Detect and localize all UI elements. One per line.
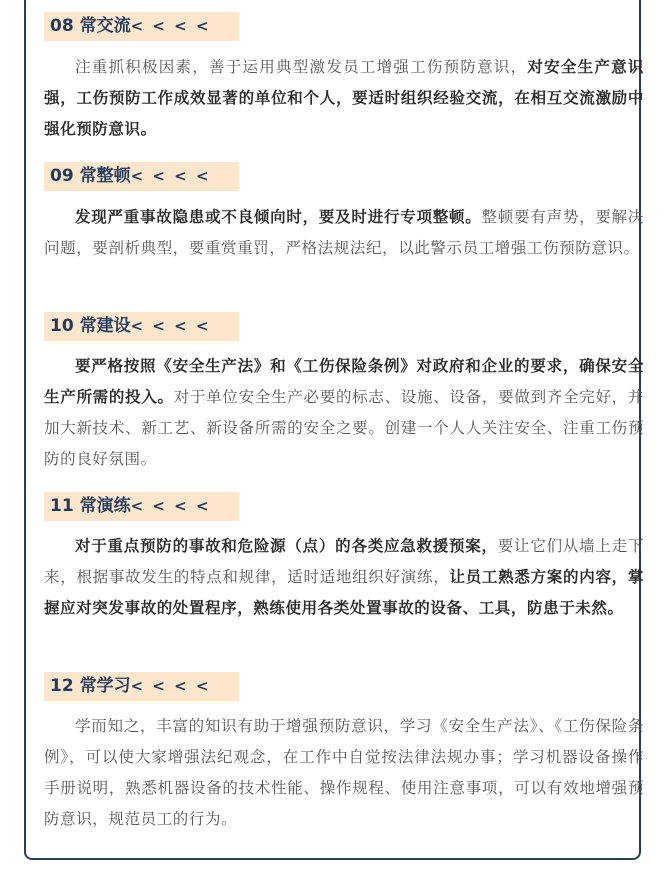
arrows-icon: < < < <	[130, 317, 211, 335]
section-paragraph	[44, 202, 644, 264]
content-frame	[24, 0, 645, 860]
text-run-bold: 对于重点预防的事故和危险源（点）的各类应急救援预案，	[75, 537, 498, 555]
text-run: 注重抓积极因素，善于运用典型激发员工增强工伤预防意识，	[75, 58, 528, 76]
section-paragraph	[44, 531, 644, 624]
text-run-bold: 让员工熟悉方案的内容，掌握应对突发事故的处置程序，熟练使用各类处置事故的设备、工具，防患于未然。	[44, 568, 644, 617]
text-run: 要让它们从墙上走下来，根据事故发生的特点和规律，适时适地组织好演练，	[44, 537, 644, 586]
text-run: 对于单位安全生产必要的标志、设施、设备，要做到齐全完好，并加大新技术、新工艺、新设备所需的安全之要。创建一个人人关注安全、注重工伤预防的良好氛围。	[44, 388, 644, 468]
arrows-icon: < < < <	[130, 497, 211, 515]
text-run-bold: 发现严重事故隐患或不良倾向时，要及时进行专项整顿。	[75, 208, 482, 226]
arrows-icon: < < < <	[130, 167, 211, 185]
arrows-icon: < < < <	[130, 677, 211, 695]
text-run: 学而知之，丰富的知识有助于增强预防意识，学习《安全生产法》、《工伤保险条例》，可以使大家增强法纪观念，在工作中自觉按法律法规办事；学习机器设备操作手册说明，熟悉机器设备的技术性能、操作规程、使用注意事项，可以有效地增强预防意识，规范员工的行为。	[44, 717, 644, 828]
section-paragraph	[44, 711, 644, 835]
section-paragraph	[44, 52, 644, 145]
text-run: 整顿要有声势，要解决问题，要剖析典型，要重赏重罚，严格法规法纪，以此警示员工增强工伤预防意识。	[44, 208, 644, 257]
section-title: 09 常整顿	[50, 166, 131, 186]
text-run-bold: 对安全生产意识强，工伤预防工作成效显著的单位和个人，要适时组织经验交流，在相互交流激励中强化预防意识。	[44, 58, 645, 138]
arrows-icon: < < < <	[130, 17, 211, 35]
section-title: 08 常交流	[50, 16, 131, 36]
section-heading	[44, 162, 239, 191]
text-run-bold: 要严格按照《安全生产法》和《工伤保险条例》对政府和企业的要求，确保安全生产所需的投入。	[44, 357, 644, 406]
section-title: 12 常学习	[50, 676, 131, 696]
section-heading	[44, 312, 239, 341]
section-heading	[44, 672, 239, 701]
section-paragraph	[44, 351, 644, 475]
section-heading	[44, 492, 239, 521]
section-heading	[44, 12, 239, 41]
section-title: 10 常建设	[50, 316, 131, 336]
section-title: 11 常演练	[50, 496, 131, 516]
